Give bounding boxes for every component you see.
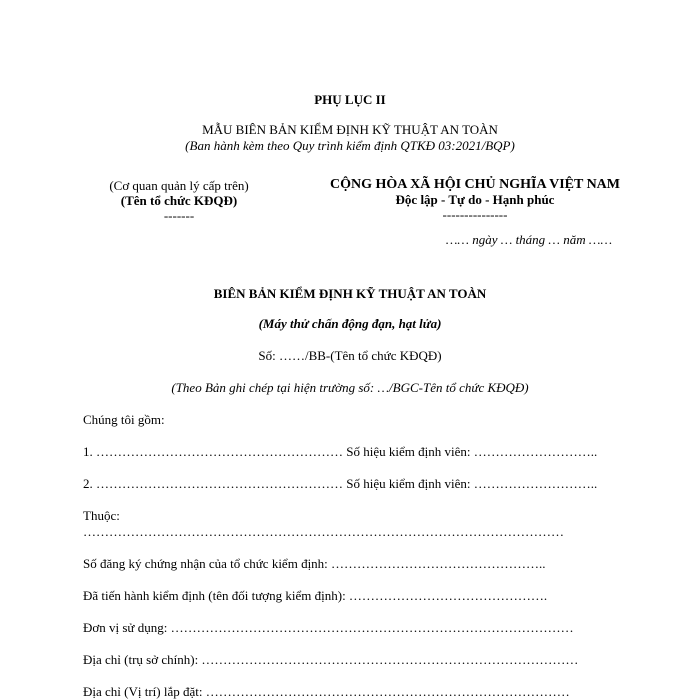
org-name: (Tên tổ chức KĐQĐ) xyxy=(120,193,238,208)
date-line: …… ngày … tháng … năm …… xyxy=(445,232,612,247)
performed-line: Đã tiến hành kiểm định (tên đối tượng kiểm định): ………………………………………. xyxy=(83,588,548,603)
right-divider: --------------- xyxy=(442,207,508,222)
equipment-name: (Máy thử chấn động đạn, hạt lửa) xyxy=(258,316,442,331)
belong-label: Thuộc: xyxy=(83,508,120,523)
user-unit-line: Đơn vị sử dụng: ………………………………………………………………………………… xyxy=(83,620,574,635)
issued-note: (Ban hành kèm theo Quy trình kiểm định QTKĐ 03:2021/BQP) xyxy=(185,138,515,153)
inspector-line-2: 2. ………………………………………………… Số hiệu kiểm định viên: ……………………….. xyxy=(83,476,598,491)
left-divider: ------- xyxy=(163,208,195,223)
reference-line: (Theo Bản ghi chép tại hiện trường số: …/BGC-Tên tổ chức KĐQĐ) xyxy=(171,380,529,395)
cert-registration-line: Số đăng ký chứng nhận của tổ chức kiểm định: ………………………………………….. xyxy=(83,556,546,571)
record-title: BIÊN BẢN KIỂM ĐỊNH KỸ THUẬT AN TOÀN xyxy=(213,286,487,301)
address-hq-line: Địa chỉ (trụ sở chính): …………………………………………………………………………… xyxy=(83,652,579,667)
appendix-title: PHỤ LỤC II xyxy=(314,92,386,107)
record-number: Số: ……/BB-(Tên tổ chức KĐQĐ) xyxy=(258,348,442,363)
we-are-label: Chúng tôi gồm: xyxy=(83,412,165,427)
address-site-line: Địa chỉ (Vị trí) lắp đặt: ………………………………………………………………………… xyxy=(83,684,570,699)
form-title: MẪU BIÊN BẢN KIỂM ĐỊNH KỸ THUẬT AN TOÀN xyxy=(202,122,498,137)
motto: Độc lập - Tự do - Hạnh phúc xyxy=(395,192,555,207)
inspector-line-1: 1. ………………………………………………… Số hiệu kiểm định viên: ……………………….. xyxy=(83,444,598,459)
republic-title: CỘNG HÒA XÃ HỘI CHỦ NGHĨA VIỆT NAM xyxy=(329,177,620,192)
belong-dots: ………………………………………………………………………………………………… xyxy=(83,524,564,539)
agency-label: (Cơ quan quản lý cấp trên) xyxy=(109,178,249,193)
